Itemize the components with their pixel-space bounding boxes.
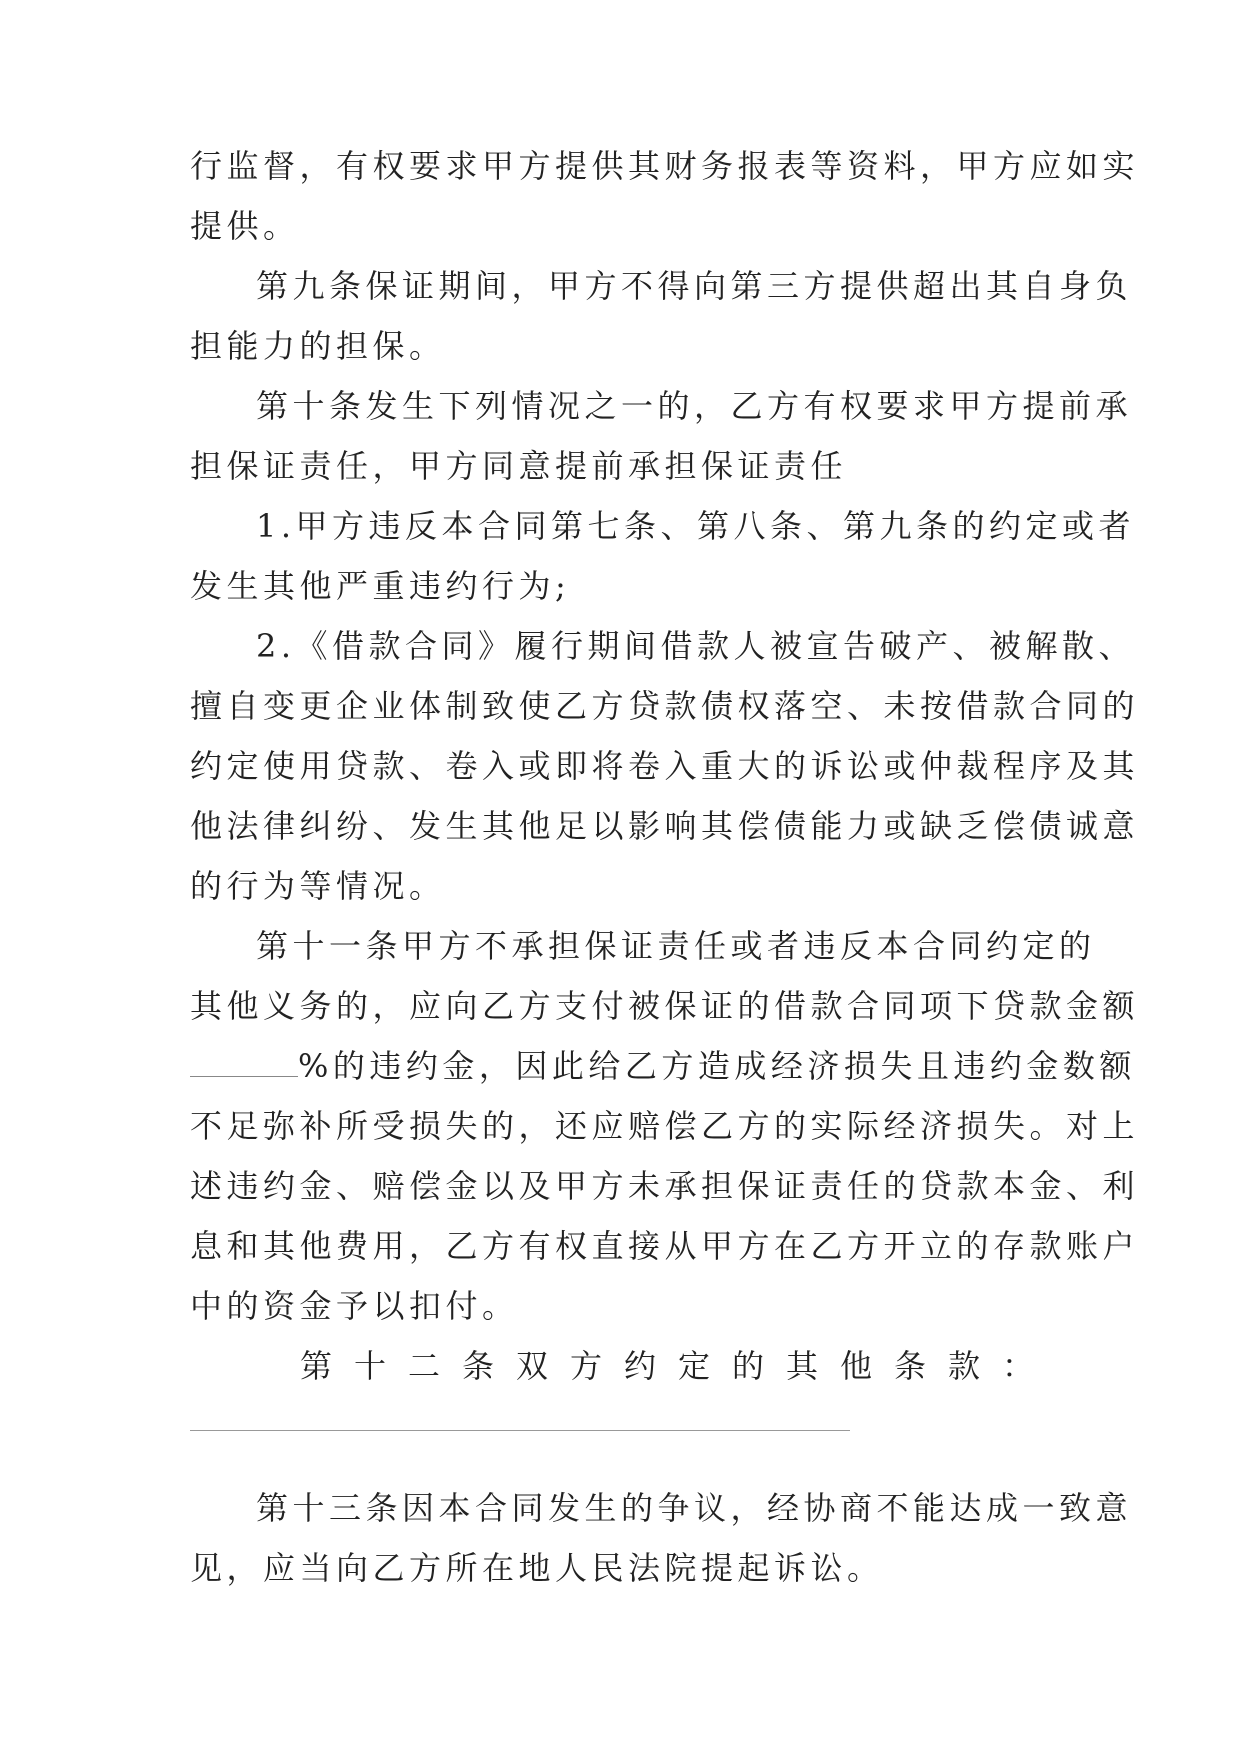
article-13-line: 第十三条因本合同发生的争议，经协商不能达成一致意	[256, 1489, 1133, 1527]
text-line: 息和其他费用，乙方有权直接从甲方在乙方开立的存款账户	[190, 1227, 1140, 1265]
article-10-line: 第十条发生下列情况之一的，乙方有权要求甲方提前承	[256, 387, 1133, 425]
article-12-line: 第十二条双方约定的其他条款：	[300, 1347, 1057, 1385]
text-line: 行监督，有权要求甲方提供其财务报表等资料，甲方应如实	[190, 147, 1140, 185]
article-11-line: 第十一条甲方不承担保证责任或者违反本合同约定的	[256, 927, 1096, 965]
penalty-rate-line	[190, 1036, 1136, 1096]
text-line: 中的资金予以扣付。	[190, 1287, 519, 1325]
item-2-line: 2.《借款合同》履行期间借款人被宣告破产、被解散、	[256, 627, 1136, 665]
text-line: 约定使用贷款、卷入或即将卷入重大的诉讼或仲裁程序及其	[190, 747, 1140, 785]
contract-body-top	[190, 136, 1140, 1396]
text-line: 的行为等情况。	[190, 867, 446, 905]
text-line: 述违约金、赔偿金以及甲方未承担保证责任的贷款本金、利	[190, 1167, 1140, 1205]
text-line: 不足弥补所受损失的，还应赔偿乙方的实际经济损失。对上	[190, 1107, 1140, 1145]
text-line: 其他义务的，应向乙方支付被保证的借款合同项下贷款金额	[190, 987, 1140, 1025]
article-9-line: 第九条保证期间，甲方不得向第三方提供超出其自身负	[256, 267, 1133, 305]
text-line: 他法律纠纷、发生其他足以影响其偿债能力或缺乏偿债诚意	[190, 807, 1140, 845]
text-line: 见，应当向乙方所在地人民法院提起诉讼。	[190, 1549, 884, 1587]
text-line: 提供。	[190, 207, 300, 245]
text-line: 担保证责任，甲方同意提前承担保证责任	[190, 447, 848, 485]
contract-body-bottom	[190, 1478, 1133, 1598]
text-line: 擅自变更企业体制致使乙方贷款债权落空、未按借款合同的	[190, 687, 1140, 725]
other-clauses-blank-line	[190, 1430, 850, 1431]
penalty-rate-text: %的违约金，因此给乙方造成经济损失且违约金数额	[298, 1047, 1136, 1085]
item-1-line: 1.甲方违反本合同第七条、第八条、第九条的约定或者	[256, 507, 1136, 545]
penalty-rate-blank	[190, 1046, 298, 1077]
text-line: 发生其他严重违约行为;	[190, 567, 571, 605]
text-line: 担能力的担保。	[190, 327, 446, 365]
